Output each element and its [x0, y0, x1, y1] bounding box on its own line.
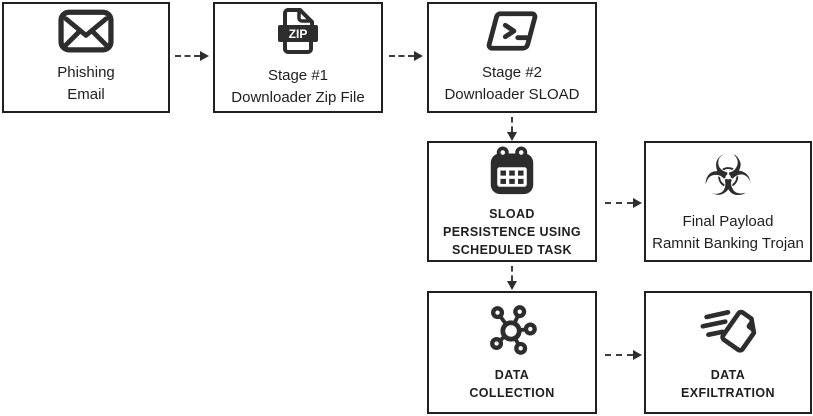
label-line: Ramnit Banking Trojan — [652, 235, 804, 252]
arrow-phishing-to-stage1 — [175, 55, 200, 57]
network-hub-icon — [485, 303, 539, 357]
arrow-stage2-to-persistence — [511, 117, 513, 132]
calendar-icon — [488, 144, 536, 198]
node-label — [231, 65, 364, 109]
label-line: PERSISTENCE USING — [442, 225, 582, 239]
label-line: Downloader Zip File — [231, 89, 365, 106]
arrow-stage1-to-stage2 — [389, 55, 414, 57]
arrow-persistence-to-payload — [605, 202, 633, 204]
envelope-icon — [58, 9, 114, 53]
node-phishing-email — [2, 2, 170, 113]
label-line: Phishing — [57, 64, 115, 81]
label-line: SLOAD — [489, 207, 535, 221]
node-final-payload — [644, 141, 812, 262]
arrow-persistence-to-collection — [511, 266, 513, 281]
node-data-exfiltration — [644, 291, 812, 414]
label-line: EXFILTRATION — [681, 386, 775, 400]
biohazard-icon: ☣ — [702, 144, 754, 209]
node-sload-persistence — [427, 141, 597, 262]
node-label — [681, 366, 775, 402]
node-label — [469, 366, 554, 402]
zip-banner-text: ZIP — [288, 27, 308, 41]
label-line: DATA — [494, 368, 530, 382]
arrow-collection-to-exfiltration — [605, 354, 633, 356]
label-line: COLLECTION — [469, 386, 555, 400]
node-stage1-downloader-zip — [213, 2, 383, 113]
node-label — [652, 211, 804, 255]
flying-document-icon — [697, 303, 759, 357]
label-line: SCHEDULED TASK — [452, 243, 572, 257]
label-line: Final Payload — [682, 213, 774, 230]
label-line: Stage #2 — [481, 64, 543, 81]
terminal-icon — [483, 9, 541, 53]
node-label — [443, 205, 581, 259]
node-label — [444, 62, 579, 106]
label-line: DATA — [710, 368, 746, 382]
zip-file-icon — [276, 6, 320, 56]
node-label — [57, 62, 115, 106]
node-data-collection — [427, 291, 597, 414]
label-line: Stage #1 — [267, 67, 329, 84]
label-line: Downloader SLOAD — [444, 86, 580, 103]
label-line: Email — [67, 86, 105, 103]
node-stage2-downloader-sload — [427, 2, 597, 113]
